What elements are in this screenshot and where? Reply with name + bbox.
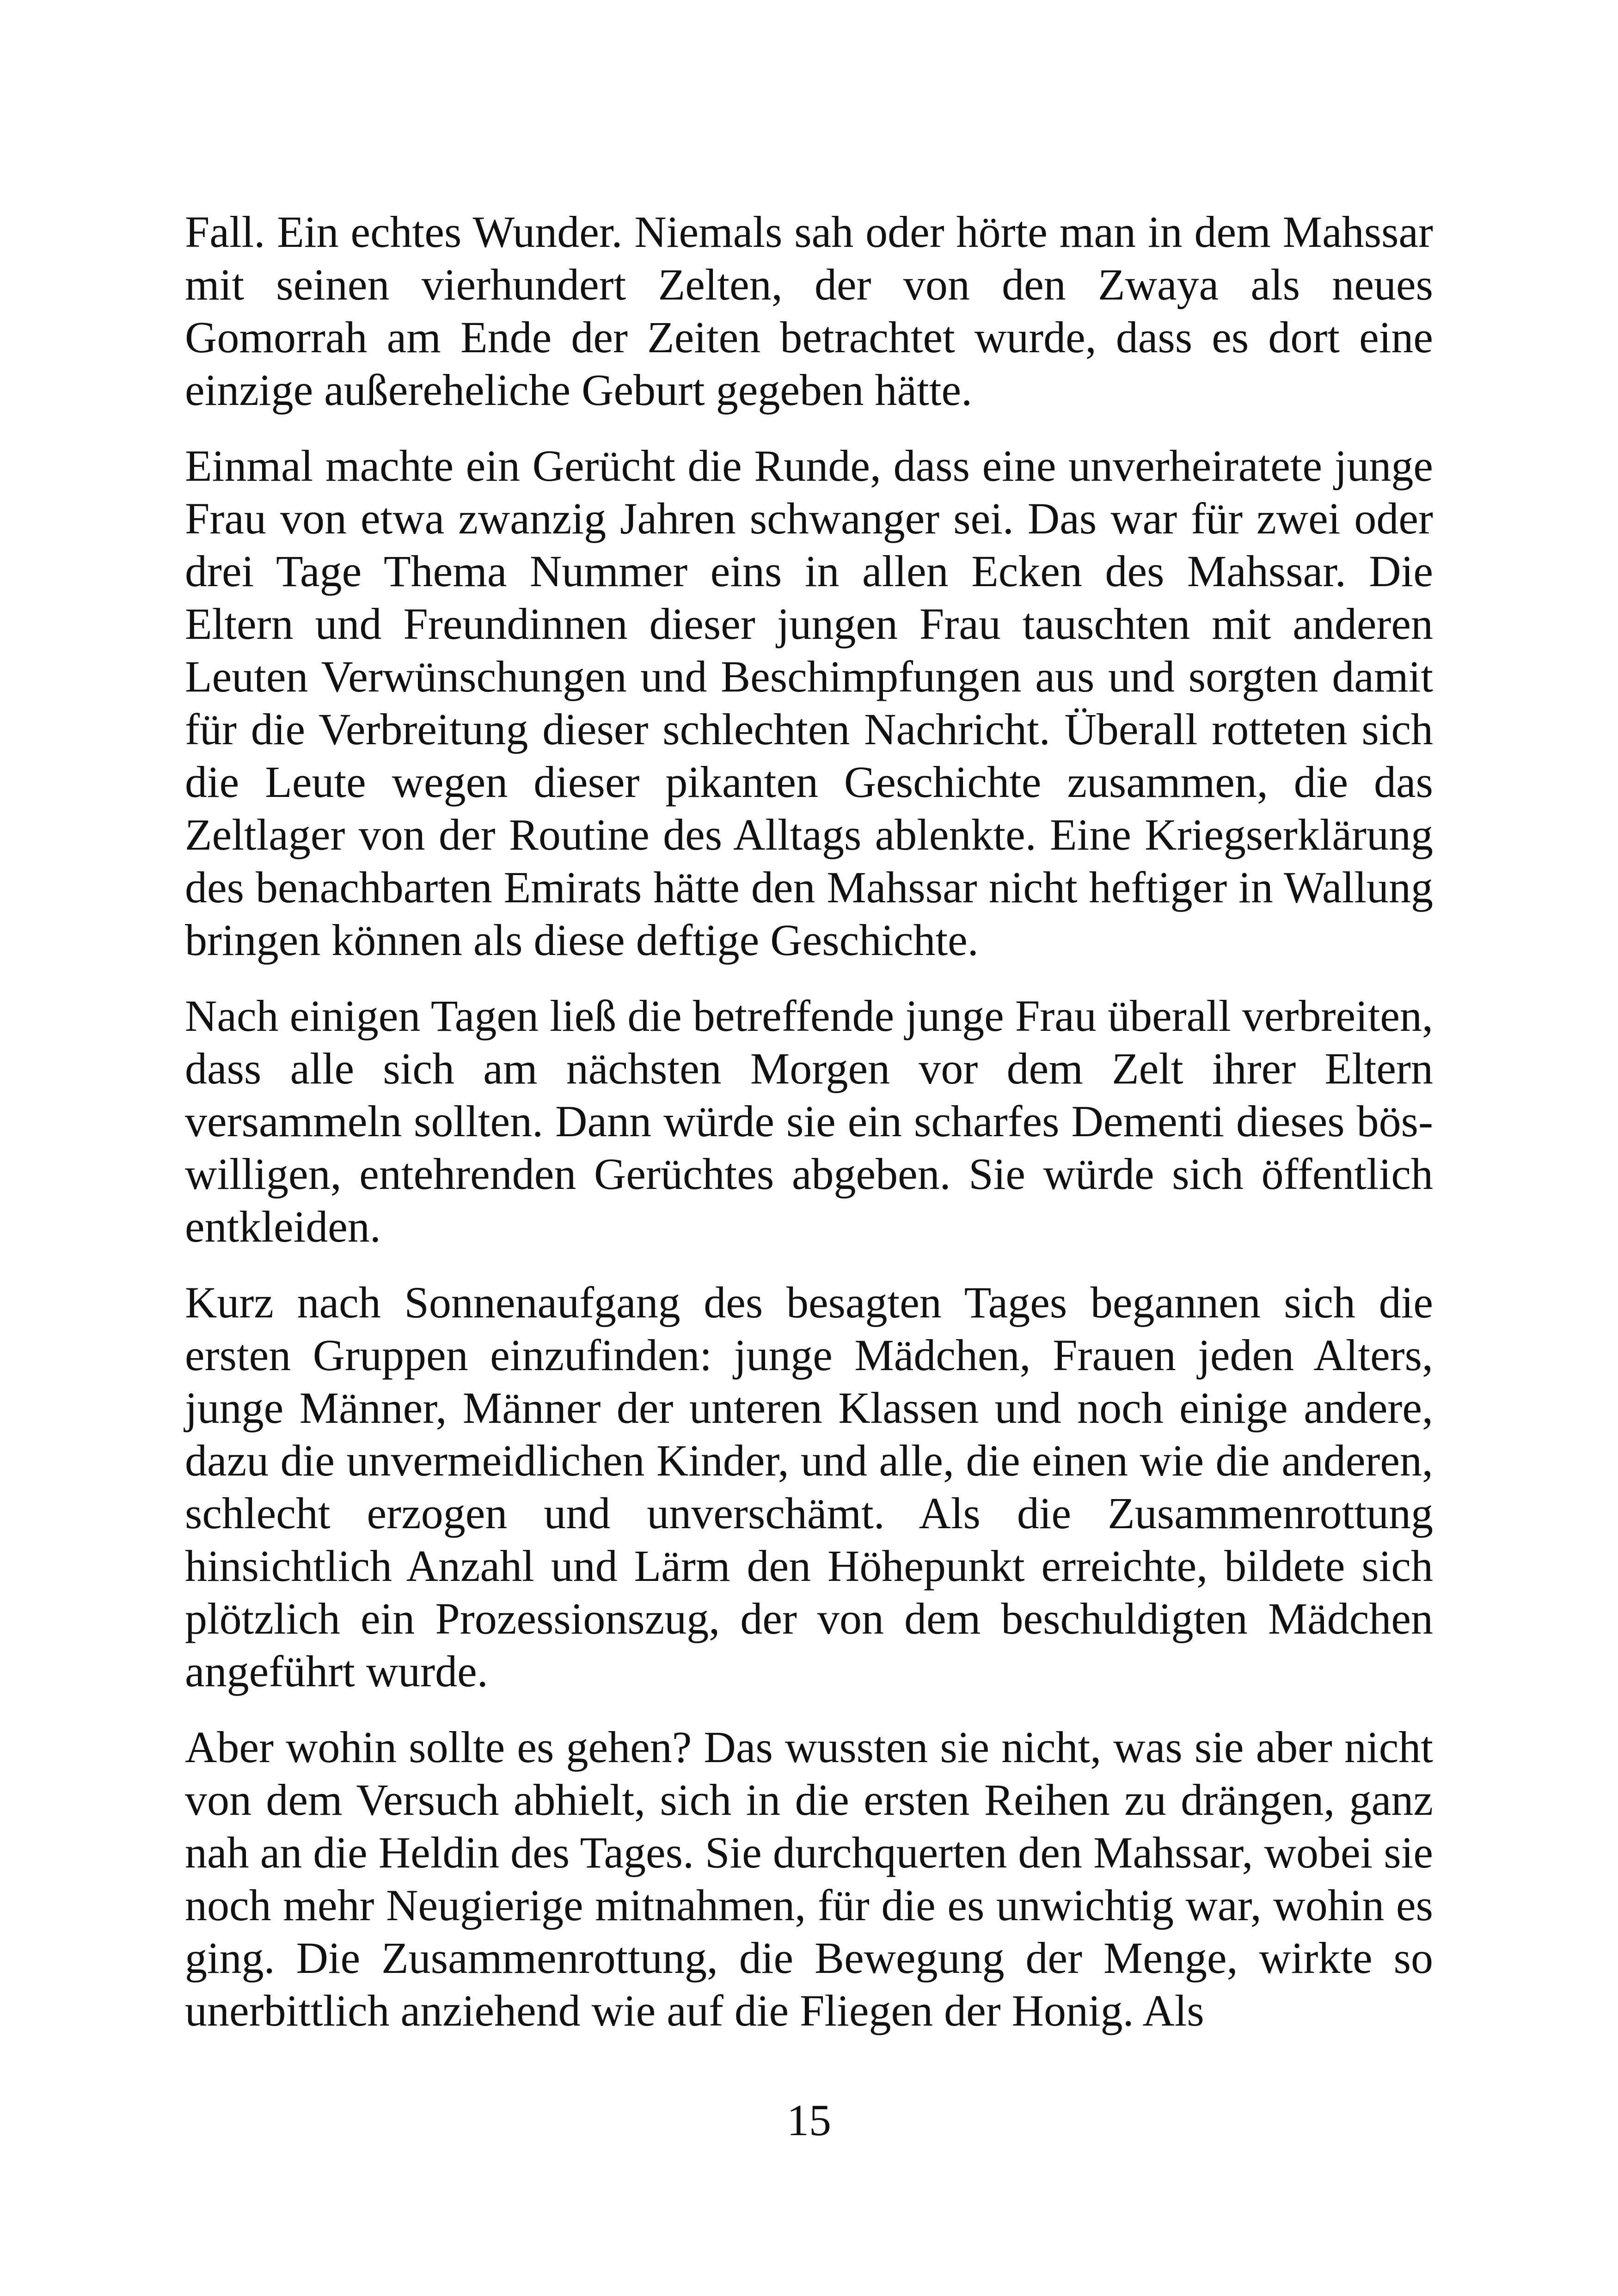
paragraph-2: Einmal machte ein Gerücht die Runde, dass eine unverheiratete junge Frau von etwa zwanzig Jahren schwanger sei. Das war für zwei oder drei Tage Thema Nummer eins in allen Ecken des Mahssar. Die Eltern und Freundinnen dieser jungen Frau tauschten mit anderen Leuten Verwünschungen und Beschimpfungen aus und sorgten damit für die Verbreitung dieser schlechten Nachricht. Überall rotteten sich die Leute wegen dieser pikanten Geschichte zusammen, die das Zeltlager von der Routine des Alltags ablenkte. Eine Kriegserklärung des benachbarten Emirats hätte den Mahssar nicht heftiger in Wallung bringen können als diese deftige Geschichte.	[185, 441, 1433, 965]
page-number: 15	[787, 2095, 831, 2145]
paragraph-5: Aber wohin sollte es gehen? Das wussten sie nicht, was sie aber nicht von dem Versuch abhielt, sich in die ersten Reihen zu drängen, ganz nah an die Heldin des Tages. Sie durchquerten den Mahssar, wobei sie noch mehr Neugierige mitnahmen, für die es unwichtig war, wohin es ging. Die Zusammenrottung, die Bewegung der Menge, wirkte so unerbittlich anziehend wie auf die Fliegen der Honig. Als	[185, 1722, 1433, 2035]
paragraph-4: Kurz nach Sonnenaufgang des besagten Tages begannen sich die ersten Gruppen einzufinden: junge Mädchen, Frauen jeden Alters, junge Männer, Männer der unteren Klassen und noch einige andere, dazu die unvermeidlichen Kinder, und alle, die einen wie die anderen, schlecht erzogen und unverschämt. Als die Zusammenrottung hinsichtlich Anzahl und Lärm den Höhepunkt erreichte, bildete sich plötzlich ein Prozessionszug, der von dem beschuldigten Mädchen angeführt wurde.	[185, 1278, 1433, 1696]
paragraph-3: Nach einigen Tagen ließ die betreffende junge Frau überall verbreiten, dass alle sich am nächsten Morgen vor dem Zelt ihrer Eltern versammeln sollten. Dann würde sie ein scharfes Dementi dieses böswilligen, entehrenden Gerüchtes abgeben. Sie würde sich öffentlich entkleiden.	[185, 991, 1433, 1251]
body-text	[185, 206, 1433, 2060]
paragraph-1: Fall. Ein echtes Wunder. Niemals sah oder hörte man in dem Mahssar mit seinen vierhundert Zelten, der von den Zwaya als neues Gomorrah am Ende der Zeiten betrachtet wurde, dass es dort eine einzige außereheliche Geburt gegeben hätte.	[185, 207, 1433, 415]
